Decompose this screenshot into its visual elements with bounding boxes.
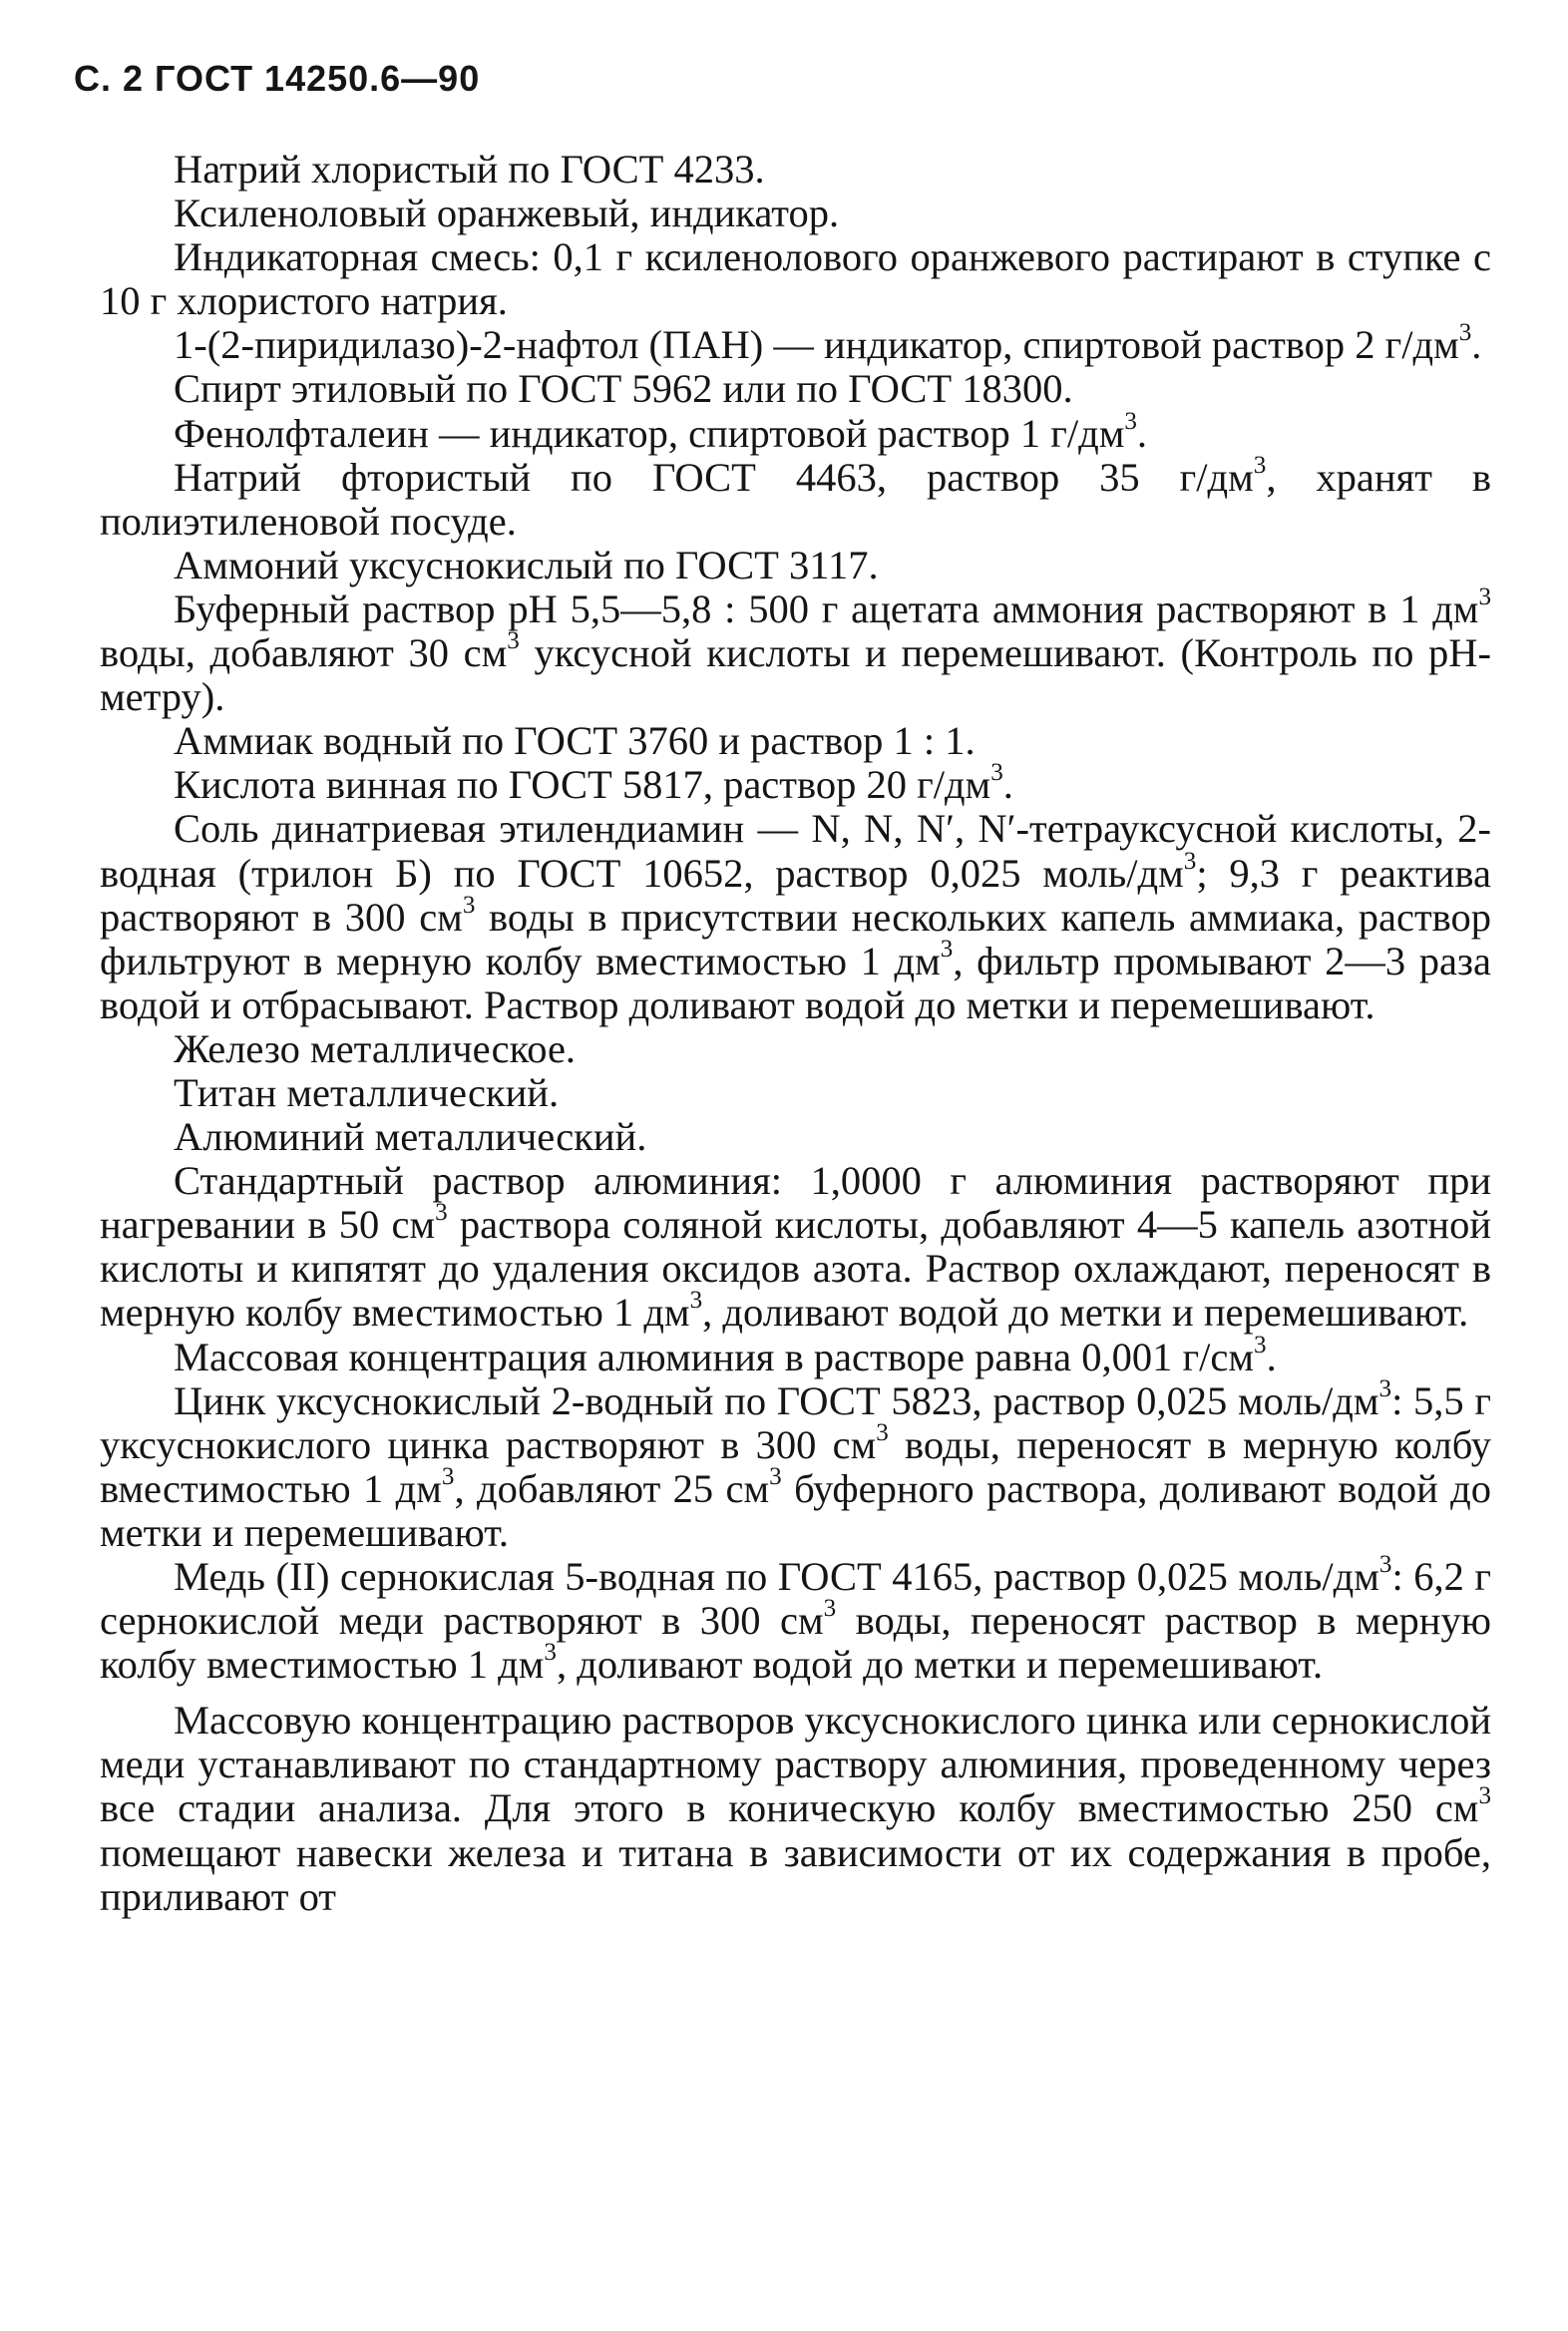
paragraph: Титан металлический.	[174, 1069, 560, 1115]
paragraph: Натрий фтористый по ГОСТ 4463, раствор 35 $г/дм^3$, хранят в полиэтиленовой посуде.	[100, 451, 1491, 544]
paragraph: Стандартный раствор алюминия: 1,0000 г алюминия растворяют при нагревании в 50 $см^3$ раствора соляной кислоты, добавляют 4—5 капель азотной кислоты и кипятят до удаления оксидов азота. Раствор охлаждают, переносят в мерную колбу вместимостью 1 $дм^3$, доливают водой до метки и перемешивают.	[100, 1158, 1491, 1336]
paragraph: Массовая концентрация алюминия в растворе равна 0,001 $г/см^3$.	[174, 1331, 1277, 1379]
paragraph: Спирт этиловый по ГОСТ 5962 или по ГОСТ 18300.	[174, 366, 1073, 412]
paragraph: Массовую концентрацию растворов уксуснокислого цинка или сернокислой меди устанавливают по стандартному раствору алюминия, проведенному через все стадии анализа. Для этого в коническую колбу вместимостью 250 $см^3$ помещают навески железа и титана в зависимости от их содержания в пробе, приливают от	[100, 1698, 1491, 1919]
paragraph: Индикаторная смесь: 0,1 г ксиленолового оранжевого растирают в ступке с 10 г хлористого натрия.	[100, 234, 1491, 324]
paragraph: Цинк уксуснокислый 2-водный по ГОСТ 5823, раствор 0,025 моль/$дм^3$: 5,5 г уксуснокислого цинка растворяют в 300 $см^3$ воды, переносят в мерную колбу вместимостью 1 $дм^3$, добавляют 25 $см^3$ буферного раствора, доливают водой до метки и перемешивают.	[100, 1374, 1492, 1555]
page-header: С. 2 ГОСТ 14250.6—90	[74, 58, 481, 99]
paragraph: Аммоний уксуснокислый по ГОСТ 3117.	[174, 542, 879, 587]
paragraph: Фенолфталеин — индикатор, спиртовой раствор 1 $г/дм^3$.	[174, 407, 1148, 456]
document-body	[100, 148, 1491, 1919]
paragraph: Кислота винная по ГОСТ 5817, раствор 20 $г/дм^3$.	[174, 759, 1013, 808]
paragraph: Железо металлическое.	[174, 1025, 577, 1071]
paragraph: Ксиленоловый оранжевый, индикатор.	[174, 191, 840, 236]
paragraph: Медь (II) сернокислая 5-водная по ГОСТ 4165, раствор 0,025 моль/$дм^3$: 6,2 г сернокислой меди растворяют в 300 $см^3$ воды, переносят раствор в мерную колбу вместимостью 1 $дм^3$, доливают водой до метки и перемешивают.	[100, 1550, 1491, 1688]
paragraph: Буферный раствор pH 5,5—5,8 : 500 г ацетата аммония растворяют в 1 $дм^3$ воды, добавляют 30 $см^3$ уксусной кислоты и перемешивают. (Контроль по pH-метру).	[100, 583, 1491, 720]
paragraph: Алюминий металлический.	[174, 1114, 647, 1160]
paragraph: Аммиак водный по ГОСТ 3760 и раствор 1 : 1.	[174, 718, 976, 764]
paragraph: Соль динатриевая этилендиамин — N, N, N′, N′-тетрауксусной кислоты, 2-водная (трилон Б) по ГОСТ 10652, раствор 0,025 моль/$дм^3$; 9,3 г реактива растворяют в 300 $см^3$ воды в присутствии нескольких капель аммиака, раствор фильтруют в мерную колбу вместимостью 1 $дм^3$, фильтр промывают 2—3 раза водой и отбрасывают. Раствор доливают водой до метки и перемешивают.	[100, 806, 1491, 1027]
paragraph: Натрий хлористый по ГОСТ 4233.	[174, 147, 765, 192]
paragraph: 1-(2-пиридилазо)-2-нафтол (ПАН) — индикатор, спиртовой раствор 2 $г/дм^3$.	[174, 319, 1482, 368]
